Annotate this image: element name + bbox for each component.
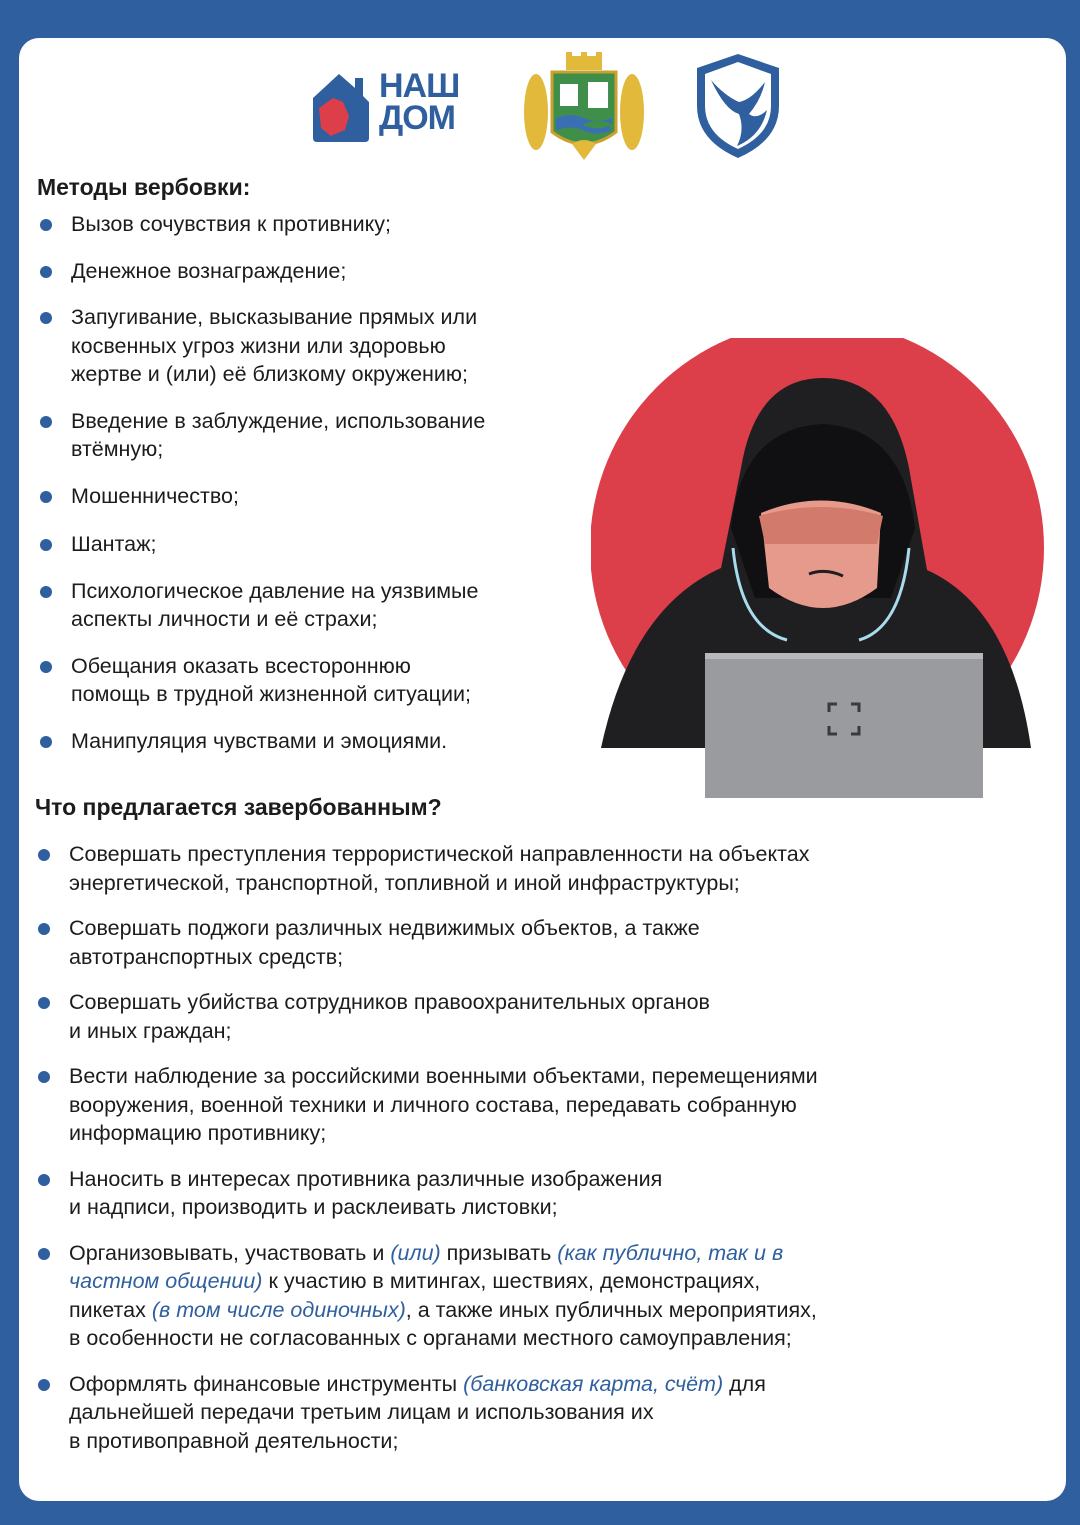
list-item: Совершать преступления террористической направленности на объектах энергетической, транспортной, топливной и иной инфраструктуры; [35, 840, 1045, 897]
list-item: Введение в заблуждение, использование втёмную; [37, 407, 627, 464]
brand-name [379, 67, 489, 137]
list-item: Манипуляция чувствами и эмоциями. [37, 727, 627, 756]
list-item: Вызов сочувствия к противнику; [37, 210, 627, 239]
bullet-icon [40, 312, 52, 324]
bullet-icon [38, 1379, 50, 1391]
list-item: Денежное вознаграждение; [37, 257, 627, 286]
section2-heading: Что предлагается завербованным? [35, 794, 442, 820]
shadowed-eyes [759, 507, 883, 544]
bullet-icon [40, 539, 52, 551]
shield-dove-icon [691, 50, 785, 162]
laptop-lid-top [705, 653, 983, 659]
brand-line-1: НАШ [379, 67, 460, 105]
poster-card [19, 38, 1066, 1501]
list-item: Запугивание, высказывание прямых или косвенных угроз жизни или здоровью жертве и (или) её близкому окружению; [37, 303, 627, 389]
laptop-lid [705, 653, 983, 798]
offers-list [35, 840, 1045, 1455]
bullet-icon [38, 849, 50, 861]
bullet-icon [40, 219, 52, 231]
list-item [35, 1239, 1045, 1353]
bullet-icon [40, 491, 52, 503]
list-item-text: Организовывать, участвовать и (или) призывать (как публично, так и в частном общении) к участию в митингах, шествиях, демонстрациях, пикетах (в том числе одиночных), а также иных публичных мероприятиях, в особенности не согласованных с органами местного самоуправления; [69, 1240, 817, 1350]
bullet-icon [40, 736, 52, 748]
bullet-icon [40, 416, 52, 428]
bullet-icon [40, 266, 52, 278]
list-item: Мошенничество; [37, 482, 627, 511]
list-item: Наносить в интересах противника различные изображения и надписи, производить и расклеивать листовки; [35, 1165, 1045, 1222]
list-item: Совершать убийства сотрудников правоохранительных органов и иных граждан; [35, 988, 1045, 1045]
section1-heading: Методы вербовки: [37, 174, 251, 200]
city-coat-of-arms-icon [522, 52, 646, 162]
bullet-icon [38, 997, 50, 1009]
bullet-icon [38, 1248, 50, 1260]
list-item: Шантаж; [37, 530, 627, 559]
list-item [35, 1370, 1045, 1456]
bullet-icon [38, 1174, 50, 1186]
brand-line-2: ДОМ [379, 99, 455, 137]
bullet-icon [38, 923, 50, 935]
list-item: Обещания оказать всестороннюю помощь в трудной жизненной ситуации; [37, 652, 627, 709]
bullet-icon [38, 1071, 50, 1083]
nash-dom-logo-icon [309, 68, 489, 148]
list-item-text: Оформлять финансовые инструменты (банковская карта, счёт) для дальнейшей передачи третьим лицам и использования их в противоправной деятельности; [69, 1371, 766, 1453]
hooded-hacker-illustration [591, 338, 1051, 798]
list-item: Совершать поджоги различных недвижимых объектов, а также автотранспортных средств; [35, 914, 1045, 971]
list-item: Вести наблюдение за российскими военными объектами, перемещениями вооружения, военной техники и личного состава, передавать собранную информацию противнику; [35, 1062, 1045, 1148]
bullet-icon [40, 586, 52, 598]
logo-row [19, 38, 1066, 168]
bullet-icon [40, 661, 52, 673]
recruitment-methods-list [37, 210, 627, 755]
list-item: Психологическое давление на уязвимые аспекты личности и её страхи; [37, 577, 627, 634]
house-region-icon [309, 68, 373, 146]
